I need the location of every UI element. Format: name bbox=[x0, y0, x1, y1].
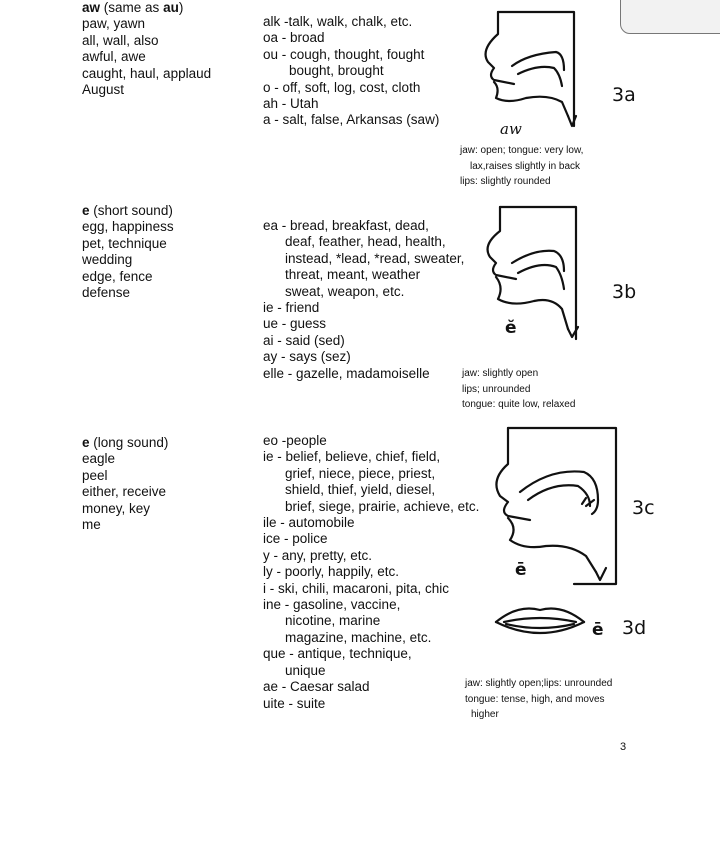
spelling-item: unique bbox=[285, 662, 326, 678]
word-list-aw bbox=[82, 16, 211, 99]
spelling-item: ice - police bbox=[263, 531, 328, 547]
mouth-diagram-3b bbox=[482, 205, 602, 345]
spelling-item: brief, siege, prairie, achieve, etc. bbox=[285, 498, 480, 514]
spelling-item: ah - Utah bbox=[263, 96, 319, 112]
spelling-item: ine - gasoline, vaccine, bbox=[263, 597, 401, 613]
figure-label-3b: 3b bbox=[612, 281, 637, 303]
page-number: 3 bbox=[620, 741, 627, 753]
spelling-item: alk -talk, walk, chalk, etc. bbox=[263, 14, 413, 29]
heading-e-short-sound: e bbox=[82, 203, 90, 218]
note-line: lips; unrounded bbox=[462, 383, 531, 395]
spelling-item: shield, thief, yield, diesel, bbox=[285, 482, 436, 498]
mouth-diagram-3c bbox=[490, 424, 626, 594]
spelling-item: i - ski, chili, macaroni, pita, chic bbox=[263, 580, 450, 596]
spelling-item: bought, brought bbox=[289, 63, 384, 79]
note-line: tongue: quite low, relaxed bbox=[462, 399, 576, 411]
figure-label-3d: 3d bbox=[622, 617, 647, 639]
word-item: edge, fence bbox=[82, 268, 153, 284]
spelling-item: nicotine, marine bbox=[285, 613, 381, 629]
heading-aw-sound: aw bbox=[82, 0, 101, 15]
word-item: egg, happiness bbox=[82, 219, 174, 234]
symbol-e-short: ĕ bbox=[505, 318, 517, 338]
note-line: higher bbox=[471, 709, 499, 721]
heading-e-long-note: (long sound) bbox=[93, 435, 169, 450]
word-item: paw, yawn bbox=[82, 16, 146, 31]
word-item: pet, technique bbox=[82, 235, 167, 251]
note-line: tongue: tense, high, and moves bbox=[465, 693, 605, 705]
spelling-item: y - any, pretty, etc. bbox=[263, 547, 373, 563]
note-line: lax,raises slightly in back bbox=[470, 160, 581, 172]
word-item: peel bbox=[82, 467, 108, 483]
spelling-item: uite - suite bbox=[263, 695, 326, 711]
figure-label-3a: 3a bbox=[612, 84, 636, 106]
note-line: lips: slightly rounded bbox=[460, 176, 551, 188]
spelling-item: elle - gazelle, madamoiselle bbox=[263, 365, 430, 381]
heading-aw-note: (same as bbox=[103, 0, 160, 15]
spelling-item: ue - guess bbox=[263, 316, 327, 332]
heading-aw-pair: au bbox=[163, 0, 179, 15]
spelling-item: ie - friend bbox=[263, 300, 320, 316]
word-item: me bbox=[82, 517, 101, 533]
figure-label-3c: 3c bbox=[632, 497, 655, 519]
spelling-item: ai - said (sed) bbox=[263, 332, 345, 348]
word-item: wedding bbox=[82, 252, 133, 268]
word-item: awful, awe bbox=[82, 49, 146, 65]
spelling-item: grief, niece, piece, priest, bbox=[285, 465, 436, 481]
word-item: caught, haul, applaud bbox=[82, 65, 212, 81]
word-item: either, receive bbox=[82, 484, 167, 500]
spelling-list-e-long bbox=[263, 433, 479, 712]
word-item: defense bbox=[82, 285, 131, 301]
note-line: jaw: slightly open;lips: unrounded bbox=[465, 678, 613, 689]
spelling-item: ie - belief, believe, chief, field, bbox=[263, 449, 441, 465]
notes-aw bbox=[460, 143, 583, 190]
word-item: all, wall, also bbox=[82, 32, 159, 48]
word-item: eagle bbox=[82, 451, 116, 466]
spelling-item: oa - broad bbox=[263, 30, 325, 46]
spelling-item: a - salt, false, Arkansas (saw) bbox=[263, 112, 440, 128]
note-line: jaw: open; tongue: very low, bbox=[460, 145, 584, 156]
spelling-item: ea - bread, breakfast, dead, bbox=[263, 218, 429, 233]
spelling-item: instead, *lead, *read, sweater, bbox=[285, 250, 465, 266]
symbol-e-long: ē bbox=[515, 560, 527, 580]
spelling-item: ay - says (sez) bbox=[263, 349, 351, 365]
heading-e-short bbox=[82, 203, 173, 220]
heading-aw bbox=[82, 0, 183, 17]
word-list-e-short bbox=[82, 219, 174, 302]
heading-e-long bbox=[82, 435, 168, 452]
spelling-item: threat, meant, weather bbox=[285, 267, 421, 283]
spelling-list-e-short bbox=[263, 218, 464, 382]
spelling-item: ou - cough, thought, fought bbox=[263, 46, 425, 62]
spelling-item: deaf, feather, head, health, bbox=[285, 234, 446, 250]
spelling-item: ile - automobile bbox=[263, 515, 355, 531]
spelling-item: ae - Caesar salad bbox=[263, 679, 370, 695]
notes-e-long bbox=[465, 676, 612, 723]
spelling-item: eo -people bbox=[263, 433, 327, 448]
heading-e-long-sound: e bbox=[82, 435, 90, 450]
spelling-list-aw bbox=[263, 14, 439, 129]
spelling-item: ly - poorly, happily, etc. bbox=[263, 564, 400, 580]
note-line: jaw: slightly open bbox=[462, 368, 539, 379]
spelling-item: que - antique, technique, bbox=[263, 646, 412, 662]
spelling-item: magazine, machine, etc. bbox=[285, 629, 432, 645]
mouth-diagram-3a bbox=[478, 8, 598, 138]
symbol-aw: aw bbox=[500, 120, 522, 138]
word-item: money, key bbox=[82, 500, 151, 516]
page-corner-tab bbox=[620, 0, 720, 34]
word-item: August bbox=[82, 82, 125, 98]
heading-e-short-note: (short sound) bbox=[93, 203, 173, 218]
symbol-e-long-lips: ē bbox=[592, 620, 604, 640]
spelling-item: o - off, soft, log, cost, cloth bbox=[263, 79, 421, 95]
word-list-e-long bbox=[82, 451, 166, 534]
notes-e-short bbox=[462, 366, 575, 413]
spelling-item: sweat, weapon, etc. bbox=[285, 283, 405, 299]
lips-diagram-3d bbox=[494, 600, 586, 644]
heading-aw-close: ) bbox=[178, 0, 184, 15]
